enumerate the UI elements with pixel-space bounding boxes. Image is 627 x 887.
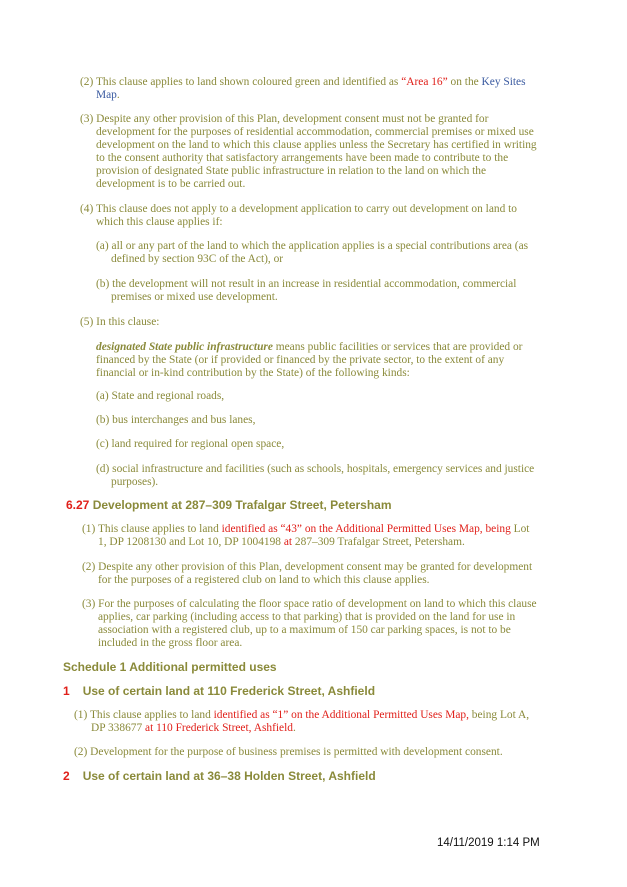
item-2-heading (63, 769, 376, 783)
clause-line: social infrastructure and facilities (such as schools, hospitals, emergency services and justice (112, 463, 535, 475)
clause-number: (5) (80, 316, 94, 328)
clause-number: (3) (82, 598, 96, 610)
clause-4b (96, 278, 516, 291)
item-title: Use of certain land at 36–38 Holden Street, Ashfield (82, 769, 376, 783)
section-number: 6.27 (66, 498, 90, 512)
clause-line: all or any part of the land to which the application applies is a special contributions area (as (111, 240, 529, 252)
schedule-heading: Schedule 1 Additional permitted uses (63, 660, 277, 674)
clause-line: State and regional roads, (111, 390, 225, 402)
clause-number: (d) (96, 463, 110, 475)
clause-line: land required for regional open space, (111, 438, 285, 450)
clause-line: Despite any other provision of this Plan, development consent must not be granted for (96, 113, 489, 125)
clause-line: In this clause: (96, 316, 160, 328)
clause-number: (b) (96, 414, 110, 426)
item-number: 1 (63, 684, 70, 698)
clause-text: . (116, 89, 120, 101)
clause-4a (96, 240, 528, 253)
definition-line: financial or in-kind contribution by the State) of the following kinds: (96, 367, 410, 379)
clause-text: on the (447, 76, 482, 88)
clause-text: being Lot A, (468, 709, 530, 721)
clause-line: to the consent authority that satisfactory arrangements have been made to contribute to the (96, 152, 509, 164)
clause-line: Despite any other provision of this Plan, development consent may be granted for development (98, 561, 533, 573)
kind-a (96, 390, 224, 403)
item-title: Use of certain land at 110 Frederick Street, Ashfield (82, 684, 376, 698)
clause-2-area16 (80, 76, 526, 89)
item-1-heading (63, 684, 375, 698)
clause-text: DP 338677 (91, 722, 146, 734)
clause-text: Lot (510, 523, 530, 535)
clause-text: 287–309 Trafalgar Street, Petersham. (292, 536, 465, 548)
clause-number: (a) (96, 240, 109, 252)
section-title: Development at 287–309 Trafalgar Street, Petersham (89, 498, 392, 512)
clause-text-red: at (283, 536, 293, 548)
clause-5 (80, 316, 159, 329)
item-1-clause-1 (74, 709, 529, 722)
definition-line: financed by the State (or if provided or financed by the private sector, to the extent of any (96, 354, 505, 366)
map-reference: identified as “43” on the Additional Permitted Uses Map, being (221, 523, 511, 535)
definition-line (96, 341, 522, 354)
clause-line: development for the purposes of residential accommodation, commercial premises or mixed use (96, 126, 534, 138)
clause-number: (2) (80, 76, 94, 88)
clause-4 (80, 203, 517, 216)
map-reference: identified as “1” on the Additional Permitted Uses Map, (213, 709, 469, 721)
clause-number: (1) (74, 709, 88, 721)
address-reference: at 110 Frederick Street, Ashfield (145, 722, 293, 734)
clause-number: (3) (80, 113, 94, 125)
clause-number: (c) (96, 438, 109, 450)
clause-627-2 (82, 561, 532, 574)
clause-3 (80, 113, 488, 126)
print-timestamp: 14/11/2019 1:14 PM (437, 837, 540, 849)
clause-number: (2) (74, 746, 88, 758)
clause-number: (1) (82, 523, 96, 535)
kind-b (96, 414, 255, 427)
clause-text: 1, DP 1208130 and Lot 10, DP 1004198 (98, 536, 284, 548)
clause-line: association with a registered club, up to a maximum of 150 car parking spaces, is not to be (98, 624, 511, 636)
clause-line: For the purposes of calculating the floor space ratio of development on land to which this clause (98, 598, 537, 610)
clause-line: for the purposes of a registered club on land to which this clause applies. (98, 574, 430, 586)
kind-c (96, 438, 284, 451)
clause-line: development is to be carried out. (96, 178, 246, 190)
clause-627-1-line2 (98, 536, 465, 549)
clause-627-1 (82, 523, 529, 536)
clause-number: (a) (96, 390, 109, 402)
definition-text: means public facilities or services that are provided or (272, 341, 523, 353)
key-sites-map-link[interactable]: Key Sites (481, 76, 526, 88)
clause-line: This clause does not apply to a development application to carry out development on land to (95, 203, 517, 215)
clause-text: . (292, 722, 296, 734)
clause-text: Development for the purpose of business premises is permitted with development consent. (90, 746, 503, 758)
clause-text: This clause applies to land (89, 709, 214, 721)
clause-line: development on the land to which this clause applies unless the Secretary has certified in writing (96, 139, 537, 151)
clause-line: applies, car parking (including access to that parking) that is provided on the land for use in (98, 611, 516, 623)
clause-line: the development will not result in an increase in residential accommodation, commercial (112, 278, 517, 290)
clause-627-3 (82, 598, 537, 611)
clause-line: provision of designated State public infrastructure in relation to the land on which the (96, 165, 487, 177)
clause-line: purposes). (111, 476, 159, 488)
clause-text: This clause applies to land shown coloured green and identified as (95, 76, 402, 88)
clause-line: bus interchanges and bus lanes, (112, 414, 256, 426)
defined-term: designated State public infrastructure (96, 341, 273, 353)
clause-line: included in the gross floor area. (98, 637, 243, 649)
clause-number: (2) (82, 561, 96, 573)
clause-2-line2 (96, 89, 120, 102)
clause-text: This clause applies to land (97, 523, 222, 535)
clause-number: (4) (80, 203, 94, 215)
clause-line: which this clause applies if: (96, 216, 223, 228)
key-sites-map-link-cont[interactable]: Map (96, 89, 117, 101)
clause-line: defined by section 93C of the Act), or (111, 253, 284, 265)
kind-d (96, 463, 534, 476)
item-1-clause-2 (74, 746, 503, 759)
clause-number: (b) (96, 278, 110, 290)
item-1-clause-1-line2 (91, 722, 296, 735)
clause-line: premises or mixed use development. (111, 291, 278, 303)
section-heading-6-27 (66, 498, 392, 512)
item-number: 2 (63, 769, 70, 783)
area-label: “Area 16” (401, 76, 448, 88)
